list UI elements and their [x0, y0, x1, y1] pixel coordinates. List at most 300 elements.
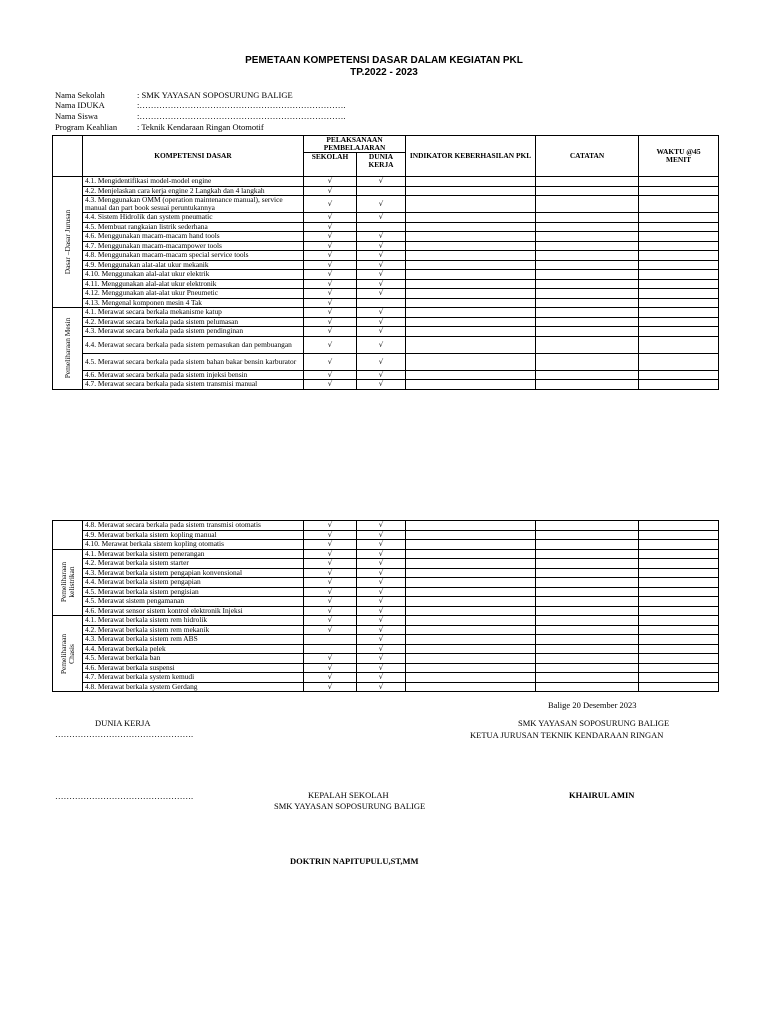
competency-text: 4.4. Sistem Hidrolik dan system pneumatic [83, 213, 304, 223]
sekolah-check: √ [304, 587, 357, 597]
competency-text: 4.2. Merawat berkala sistem rem mekanik [83, 625, 304, 635]
info-iduka [55, 100, 346, 110]
competency-text: 4.9. Menggunakan alat-alat ukur mekanik [83, 260, 304, 270]
catatan-cell [536, 353, 639, 370]
sekolah-check: √ [304, 317, 357, 327]
competency-text: 4.10. Merawat berkala sistem kopling otomatis [83, 540, 304, 550]
sekolah-check: √ [304, 578, 357, 588]
sekolah-check: √ [304, 336, 357, 353]
table-row [53, 587, 719, 597]
group-label-cell [53, 521, 83, 550]
indikator-cell [406, 213, 536, 223]
catatan-cell [536, 521, 639, 531]
sekolah-check: √ [304, 549, 357, 559]
indikator-cell [406, 289, 536, 299]
waktu-cell [639, 635, 719, 645]
dunia-kerja-signature-line: …………………………………………. [55, 729, 194, 739]
waktu-cell [639, 336, 719, 353]
catatan-cell [536, 549, 639, 559]
group-label: Dasar –Dasar Jurusan [62, 209, 72, 275]
waktu-cell [639, 380, 719, 390]
ketua-jurusan-title: KETUA JURUSAN TEKNIK KENDARAAN RINGAN [470, 730, 664, 740]
catatan-cell [536, 370, 639, 380]
indikator-cell [406, 270, 536, 280]
indikator-cell [406, 327, 536, 337]
competency-text: 4.8. Merawat secara berkala pada sistem transmisi otomatis [83, 521, 304, 531]
waktu-cell [639, 213, 719, 223]
competency-text: 4.9. Merawat berkala sistem kopling manual [83, 530, 304, 540]
sekolah-check: √ [304, 289, 357, 299]
sekolah-check: √ [304, 654, 357, 664]
waktu-cell [639, 521, 719, 531]
indikator-cell [406, 196, 536, 213]
indikator-cell [406, 597, 536, 607]
indikator-cell [406, 279, 536, 289]
dunia-kerja-check: √ [357, 616, 406, 626]
sekolah-check: √ [304, 616, 357, 626]
competency-text: 4.5. Membuat rangkaian listrik sederhana [83, 222, 304, 232]
table-row [53, 597, 719, 607]
catatan-cell [536, 654, 639, 664]
waktu-cell [639, 289, 719, 299]
table-row [53, 260, 719, 270]
sekolah-check: √ [304, 663, 357, 673]
document-title: PEMETAAN KOMPETENSI DASAR DALAM KEGIATAN PKL [245, 55, 523, 66]
competency-table-page2 [52, 520, 719, 692]
waktu-cell [639, 606, 719, 616]
info-value: :………………………………………………………………. [137, 100, 346, 110]
indikator-cell [406, 663, 536, 673]
info-program [55, 122, 264, 132]
dunia-kerja-check: √ [357, 635, 406, 645]
dunia-kerja-check: √ [357, 353, 406, 370]
catatan-cell [536, 663, 639, 673]
dunia-kerja-check: √ [357, 380, 406, 390]
info-label: Nama Siswa [55, 111, 98, 121]
indikator-cell [406, 260, 536, 270]
sekolah-check: √ [304, 559, 357, 569]
table-row [53, 222, 719, 232]
competency-text: 4.1. Merawat secara berkala mekanisme katup [83, 308, 304, 318]
group-label-cell [53, 616, 83, 692]
sekolah-check [304, 644, 357, 654]
dunia-kerja-check: √ [357, 336, 406, 353]
table-row [53, 380, 719, 390]
waktu-cell [639, 317, 719, 327]
catatan-cell [536, 530, 639, 540]
competency-text: 4.7. Menggunakan macam-macampower tools [83, 241, 304, 251]
dunia-kerja-check: √ [357, 521, 406, 531]
dunia-kerja-check: √ [357, 251, 406, 261]
sekolah-check: √ [304, 380, 357, 390]
competency-text: 4.8. Menggunakan macam-macam special service tools [83, 251, 304, 261]
dunia-kerja-check: √ [357, 663, 406, 673]
sekolah-check: √ [304, 370, 357, 380]
waktu-cell [639, 308, 719, 318]
waktu-cell [639, 644, 719, 654]
waktu-cell [639, 682, 719, 692]
indikator-cell [406, 540, 536, 550]
table-row [53, 177, 719, 187]
sekolah-check: √ [304, 270, 357, 280]
competency-text: 4.3. Merawat berkala sistem pengapian konvensional [83, 568, 304, 578]
competency-text: 4.7. Merawat berkala system kemudi [83, 673, 304, 683]
dunia-kerja-check: √ [357, 279, 406, 289]
group-label-cell [53, 177, 83, 308]
catatan-cell [536, 682, 639, 692]
dunia-kerja-check [357, 186, 406, 196]
catatan-cell [536, 587, 639, 597]
table-row [53, 663, 719, 673]
table-row [53, 530, 719, 540]
catatan-cell [536, 597, 639, 607]
kd-header: KOMPETENSI DASAR [83, 136, 304, 177]
catatan-cell [536, 568, 639, 578]
table-row [53, 654, 719, 664]
group-header-cell [53, 136, 83, 177]
dunia-kerja-check: √ [357, 606, 406, 616]
indikator-cell [406, 370, 536, 380]
indikator-cell [406, 336, 536, 353]
catatan-cell [536, 222, 639, 232]
indikator-cell [406, 521, 536, 531]
sekolah-check: √ [304, 196, 357, 213]
waktu-cell [639, 654, 719, 664]
sekolah-check: √ [304, 682, 357, 692]
table-row [53, 625, 719, 635]
waktu-cell [639, 616, 719, 626]
waktu-cell [639, 177, 719, 187]
table-row [53, 186, 719, 196]
indikator-cell [406, 587, 536, 597]
table-row [53, 251, 719, 261]
indikator-cell [406, 559, 536, 569]
indikator-cell [406, 353, 536, 370]
dunia-kerja-check: √ [357, 568, 406, 578]
catatan-cell [536, 559, 639, 569]
waktu-cell [639, 353, 719, 370]
competency-text: 4.12. Menggunakan alat-alat ukur Pneumetic [83, 289, 304, 299]
dunia-kerja-check: √ [357, 370, 406, 380]
dunia-kerja-check: √ [357, 673, 406, 683]
catatan-cell [536, 317, 639, 327]
table-row [53, 279, 719, 289]
dunia-kerja-check: √ [357, 682, 406, 692]
sekolah-check: √ [304, 251, 357, 261]
waktu-cell [639, 663, 719, 673]
sekolah-check: √ [304, 625, 357, 635]
sekolah-check: √ [304, 353, 357, 370]
dunia-kerja-check: √ [357, 196, 406, 213]
ketua-jurusan-name: KHAIRUL AMIN [569, 790, 635, 800]
catatan-cell [536, 336, 639, 353]
dunia-kerja-check: √ [357, 241, 406, 251]
waktu-cell [639, 559, 719, 569]
indikator-cell [406, 177, 536, 187]
waktu-cell [639, 260, 719, 270]
competency-text: 4.1. Merawat berkala sistem penerangan [83, 549, 304, 559]
catatan-cell [536, 213, 639, 223]
table-row [53, 521, 719, 531]
document-subtitle: TP.2022 - 2023 [350, 67, 418, 78]
dunia-kerja-check: √ [357, 578, 406, 588]
pelaksanaan-header: PELAKSANAAN PEMBELAJARAN [304, 136, 406, 153]
waktu-cell [639, 673, 719, 683]
sekolah-check: √ [304, 222, 357, 232]
waktu-cell [639, 578, 719, 588]
sekolah-check: √ [304, 177, 357, 187]
sekolah-check: √ [304, 606, 357, 616]
sekolah-check: √ [304, 521, 357, 531]
table-row [53, 673, 719, 683]
indikator-cell [406, 317, 536, 327]
info-label: Nama Sekolah [55, 90, 105, 100]
dunia-kerja-check: √ [357, 654, 406, 664]
dunia-kerja-check: √ [357, 232, 406, 242]
info-school [55, 90, 293, 100]
catatan-cell [536, 289, 639, 299]
competency-table-page1 [52, 135, 719, 390]
dunia-kerja-label: DUNIA KERJA [95, 718, 151, 728]
table-row [53, 327, 719, 337]
dunia-kerja-check: √ [357, 597, 406, 607]
competency-text: 4.8. Merawat berkala system Gerdang [83, 682, 304, 692]
group-label: Pemeliharaan kelistrikan [58, 562, 76, 603]
catatan-cell [536, 177, 639, 187]
dunia-kerja-check: √ [357, 260, 406, 270]
table-row [53, 568, 719, 578]
indikator-cell [406, 241, 536, 251]
indikator-header: INDIKATOR KEBERHASILAN PKL [406, 136, 536, 177]
indikator-cell [406, 578, 536, 588]
signature-date: Balige 20 Desember 2023 [548, 700, 637, 710]
sekolah-check: √ [304, 568, 357, 578]
competency-text: 4.2. Merawat secara berkala pada sistem pelumasan [83, 317, 304, 327]
dunia-kerja-check [357, 298, 406, 308]
sekolah-check: √ [304, 308, 357, 318]
sekolah-check [304, 635, 357, 645]
indikator-cell [406, 222, 536, 232]
kepsek-name: DOKTRIN NAPITUPULU,ST,MM [290, 856, 419, 866]
catatan-cell [536, 241, 639, 251]
catatan-cell [536, 673, 639, 683]
dunia-kerja-check: √ [357, 549, 406, 559]
indikator-cell [406, 644, 536, 654]
competency-text: 4.6. Merawat sensor sistem kontrol elektronik Injeksi [83, 606, 304, 616]
table-row [53, 635, 719, 645]
sekolah-check: √ [304, 673, 357, 683]
indikator-cell [406, 530, 536, 540]
competency-text: 4.4. Merawat secara berkala pada sistem pemasukan dan pembuangan [83, 336, 304, 353]
catatan-cell [536, 625, 639, 635]
table-row [53, 559, 719, 569]
catatan-cell [536, 635, 639, 645]
waktu-cell [639, 186, 719, 196]
indikator-cell [406, 625, 536, 635]
catatan-cell [536, 270, 639, 280]
sekolah-check: √ [304, 279, 357, 289]
table-row [53, 336, 719, 353]
waktu-cell [639, 549, 719, 559]
dunia-kerja-check: √ [357, 530, 406, 540]
waktu-cell [639, 625, 719, 635]
competency-text: 4.6. Menggunakan macam-macam hand tools [83, 232, 304, 242]
group-label: Pemeliharaan Mesin [62, 317, 72, 379]
waktu-cell [639, 222, 719, 232]
catatan-cell [536, 540, 639, 550]
info-student [55, 111, 346, 121]
table-row [53, 317, 719, 327]
waktu-cell [639, 232, 719, 242]
sekolah-header: SEKOLAH [304, 153, 357, 177]
waktu-cell [639, 597, 719, 607]
catatan-cell [536, 308, 639, 318]
group-label-cell [53, 308, 83, 390]
competency-text: 4.5. Merawat sistem pengamanan [83, 597, 304, 607]
table-row [53, 241, 719, 251]
sekolah-check: √ [304, 232, 357, 242]
catatan-cell [536, 327, 639, 337]
info-label: Program Keahlian [55, 122, 118, 132]
indikator-cell [406, 682, 536, 692]
table-row [53, 606, 719, 616]
table-row [53, 298, 719, 308]
indikator-cell [406, 380, 536, 390]
competency-text: 4.5. Merawat berkala sistem pengisian [83, 587, 304, 597]
waktu-cell [639, 270, 719, 280]
dunia-kerja-check: √ [357, 540, 406, 550]
dunia-kerja-check: √ [357, 327, 406, 337]
indikator-cell [406, 616, 536, 626]
waktu-cell [639, 251, 719, 261]
sekolah-check: √ [304, 327, 357, 337]
competency-text: 4.6. Merawat secara berkala pada sistem injeksi bensin [83, 370, 304, 380]
table-row [53, 213, 719, 223]
waktu-cell [639, 530, 719, 540]
competency-text: 4.11. Menggunakan alal-alat ukur elektronik [83, 279, 304, 289]
indikator-cell [406, 568, 536, 578]
table-row [53, 196, 719, 213]
catatan-cell [536, 578, 639, 588]
indikator-cell [406, 298, 536, 308]
competency-text: 4.10. Menggunakan alal-alat ukur elektrik [83, 270, 304, 280]
sekolah-check: √ [304, 530, 357, 540]
table-row [53, 644, 719, 654]
info-label: Nama IDUKA [55, 100, 105, 110]
sekolah-check: √ [304, 298, 357, 308]
competency-text: 4.4. Merawat berkala sistem pengapian [83, 578, 304, 588]
dunia-kerja-check: √ [357, 177, 406, 187]
table-row [53, 270, 719, 280]
table-row [53, 308, 719, 318]
competency-text: 4.3. Merawat berkala sistem rem ABS [83, 635, 304, 645]
catatan-cell [536, 260, 639, 270]
catatan-cell [536, 616, 639, 626]
waktu-cell [639, 327, 719, 337]
waktu-cell [639, 568, 719, 578]
catatan-cell [536, 251, 639, 261]
info-value: :………………………………………………………………. [137, 111, 346, 121]
table-row [53, 289, 719, 299]
competency-text: 4.6. Merawat berkala suspensi [83, 663, 304, 673]
indikator-cell [406, 635, 536, 645]
catatan-cell [536, 606, 639, 616]
competency-text: 4.1. Merawat berkala sistem rem hidrolik [83, 616, 304, 626]
table-row [53, 578, 719, 588]
catatan-cell [536, 232, 639, 242]
competency-text: 4.3. Merawat secara berkala pada sistem pendinginan [83, 327, 304, 337]
dunia-kerja-check [357, 222, 406, 232]
sekolah-check: √ [304, 213, 357, 223]
group-label: Pemeliharaan Chasis [58, 633, 76, 674]
waktu-cell [639, 241, 719, 251]
sekolah-check: √ [304, 540, 357, 550]
info-value: : Teknik Kendaraan Ringan Otomotif [137, 122, 264, 132]
catatan-cell [536, 298, 639, 308]
indikator-cell [406, 673, 536, 683]
indikator-cell [406, 308, 536, 318]
table-row [53, 549, 719, 559]
competency-text: 4.13. Mengenal komponen mesin 4 Tak [83, 298, 304, 308]
waktu-cell [639, 196, 719, 213]
indikator-cell [406, 549, 536, 559]
table-row [53, 616, 719, 626]
waktu-cell [639, 370, 719, 380]
catatan-cell [536, 196, 639, 213]
sekolah-check: √ [304, 597, 357, 607]
table-row [53, 540, 719, 550]
competency-text: 4.5. Merawat secara berkala pada sistem bahan bakar bensin karburator [83, 353, 304, 370]
indikator-cell [406, 606, 536, 616]
waktu-cell [639, 587, 719, 597]
school-name: SMK YAYASAN SOPOSURUNG BALIGE [518, 718, 670, 728]
table-row [53, 682, 719, 692]
catatan-cell [536, 279, 639, 289]
dunia-kerja-check: √ [357, 308, 406, 318]
kepsek-signature-line: …………………………………………. [55, 791, 194, 801]
kepsek-school: SMK YAYASAN SOPOSURUNG BALIGE [274, 801, 426, 811]
dunia-kerja-check: √ [357, 625, 406, 635]
indikator-cell [406, 186, 536, 196]
dunia-kerja-check: √ [357, 644, 406, 654]
competency-text: 4.4. Merawat berkala pelek [83, 644, 304, 654]
sekolah-check: √ [304, 186, 357, 196]
waktu-cell [639, 540, 719, 550]
info-value: : SMK YAYASAN SOPOSURUNG BALIGE [137, 90, 293, 100]
competency-text: 4.5. Merawat berkala ban [83, 654, 304, 664]
indikator-cell [406, 251, 536, 261]
catatan-cell [536, 644, 639, 654]
dunia-kerja-check: √ [357, 587, 406, 597]
competency-text: 4.2. Merawat berkala sistem starter [83, 559, 304, 569]
catatan-header: CATATAN [536, 136, 639, 177]
kepsek-title: KEPALAH SEKOLAH [308, 790, 389, 800]
competency-text: 4.7. Merawat secara berkala pada sistem transmisi manual [83, 380, 304, 390]
table-row [53, 353, 719, 370]
indikator-cell [406, 654, 536, 664]
dunia-kerja-check: √ [357, 559, 406, 569]
dunia-kerja-check: √ [357, 270, 406, 280]
catatan-cell [536, 186, 639, 196]
table-row [53, 370, 719, 380]
table-row [53, 232, 719, 242]
waktu-cell [639, 298, 719, 308]
competency-text: 4.1. Mengidentifikasi model-model engine [83, 177, 304, 187]
catatan-cell [536, 380, 639, 390]
dunia-kerja-header: DUNIA KERJA [357, 153, 406, 177]
dunia-kerja-check: √ [357, 213, 406, 223]
competency-text: 4.3. Menggunakan OMM (operation maintenance manual), service manual dan part book sesuai peruntukannya [83, 196, 304, 213]
